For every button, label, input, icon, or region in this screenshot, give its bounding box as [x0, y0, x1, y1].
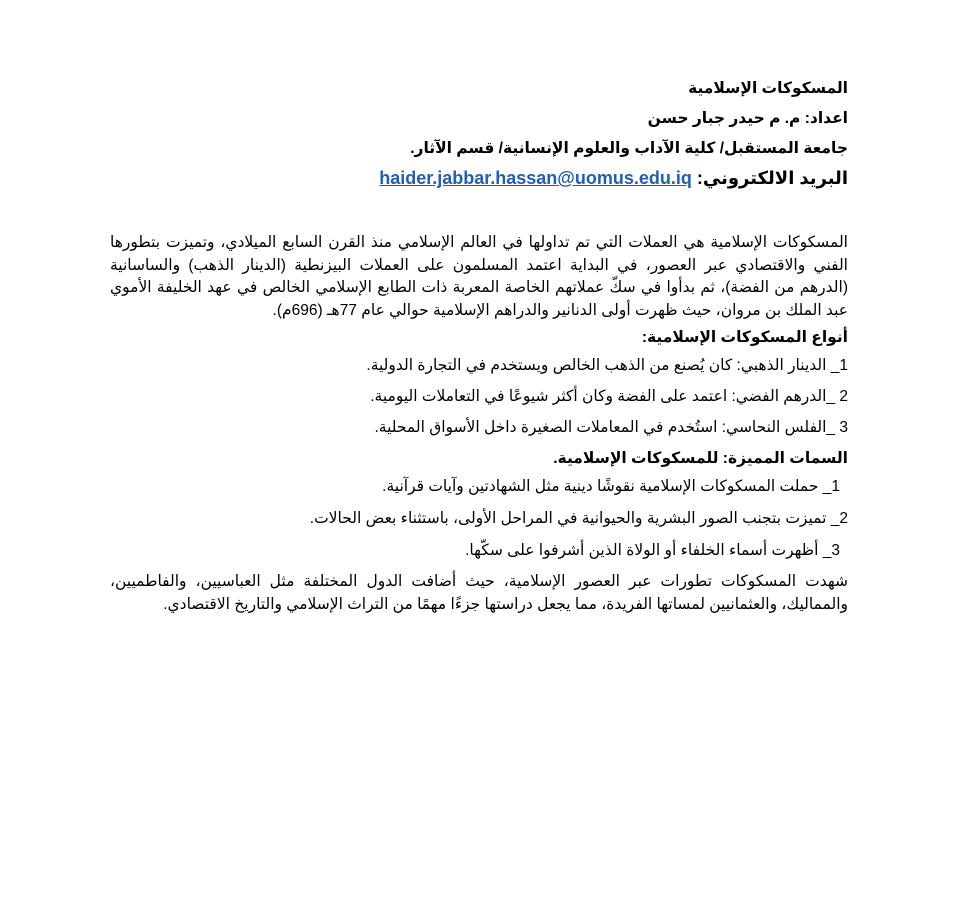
document-page — [110, 74, 848, 616]
document-title: المسكوكات الإسلامية — [688, 80, 848, 97]
email-line — [110, 164, 848, 192]
closing-paragraph: شهدت المسكوكات تطورات عبر العصور الإسلامية، حيث أضافت الدول المختلفة مثل العباسيين، والفاطميين، والمماليك، والعثمانيين لمساتها الفريدة، مما يجعل دراستها جزءًا مهمًا من التراث الإسلامي والتاريخ الاقتصادي. — [110, 573, 848, 613]
intro-paragraph: المسكوكات الإسلامية هي العملات التي تم تداولها في العالم الإسلامي منذ القرن السابع الميلادي، وتميزت بتطورها الفني والاقتصادي عبر العصور، في البداية اعتمد المسلمون على العملات البيزنطية (الدينار الذهب) والساسانية (الدرهم من الفضة)، ثم بدأوا في سكّ عملاتهم الخاصة المعربة ذات الطابع الإسلامي الخالص في عهد الخليفة الأموي عبد الملك بن مروان، حيث ظهرت أولى الدنانير والدراهم الإسلامية حوالي عام 77هـ (696م). — [110, 234, 848, 319]
feature-item-1: 1_ حملت المسكوكات الإسلامية نقوشًا دينية مثل الشهادتين وآيات قرآنية. — [382, 478, 840, 495]
type-item-dinar: 1_ الدينار الذهبي: كان يُصنع من الذهب الخالص ويستخدم في التجارة الدولية. — [366, 357, 848, 374]
types-heading: أنواع المسكوكات الإسلامية: — [641, 329, 848, 346]
type-item-dirham: 2 _الدرهم الفضي: اعتمد على الفضة وكان أكثر شيوعًا في التعاملات اليومية. — [370, 388, 848, 405]
features-heading: السمات المميزة: للمسكوكات الإسلامية. — [553, 450, 848, 467]
type-item-fals: 3 _الفلس النحاسي: استُخدم في المعاملات الصغيرة داخل الأسواق المحلية. — [374, 419, 848, 436]
affiliation-line: جامعة المستقبل/ كلية الآداب والعلوم الإنسانية/ قسم الآثار. — [410, 140, 848, 157]
email-link[interactable]: haider.jabbar.hassan@uomus.edu.iq — [379, 168, 692, 188]
author-line: اعداد: م. م حيدر جبار حسن — [647, 110, 848, 127]
feature-item-2: 2_ تميزت بتجنب الصور البشرية والحيوانية في المراحل الأولى، باستثناء بعض الحالات. — [309, 510, 848, 527]
feature-item-3: 3_ أظهرت أسماء الخلفاء أو الولاة الذين أشرفوا على سكّها. — [465, 542, 840, 559]
email-label: البريد الالكتروني: — [691, 168, 848, 188]
